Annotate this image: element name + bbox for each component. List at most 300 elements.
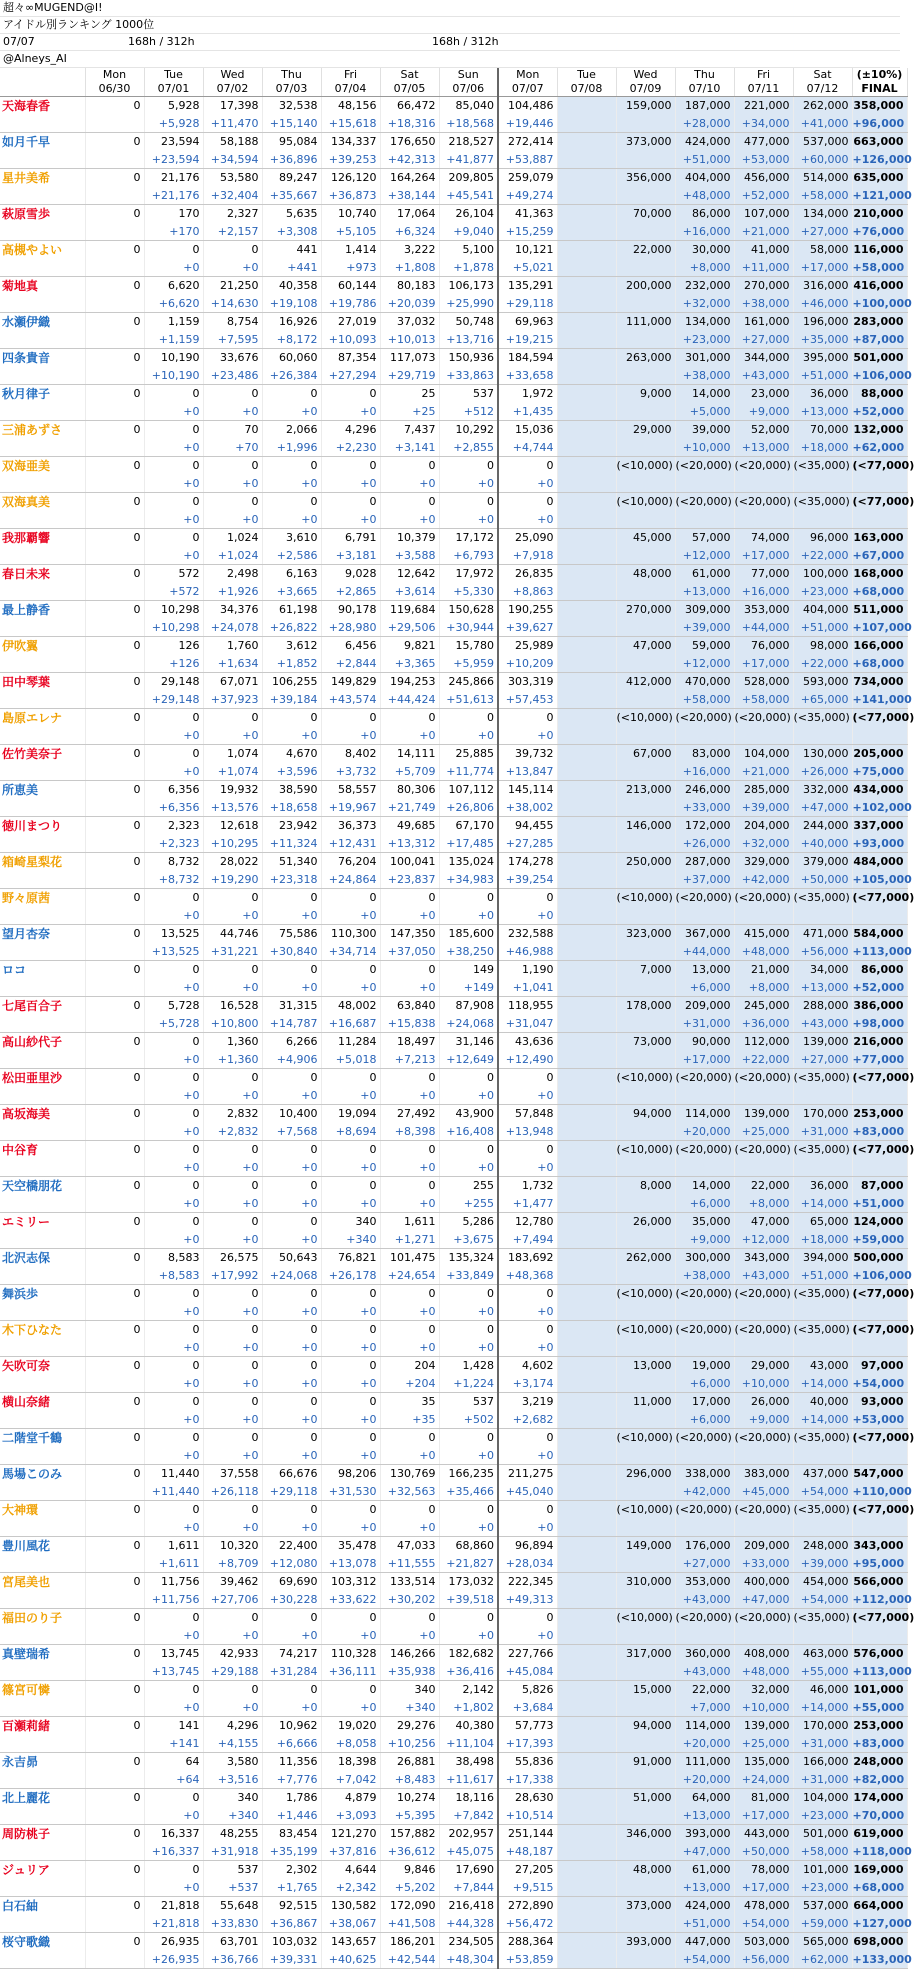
cumulative-value: 0 (380, 1321, 439, 1340)
cumulative-value: 85,040 (439, 97, 498, 116)
daily-delta: +0 (144, 1699, 203, 1717)
idol-delta-row (0, 223, 907, 241)
cumulative-value: 0 (321, 1393, 380, 1412)
cumulative-value: 565,000 (793, 1933, 852, 1952)
daily-delta (616, 871, 675, 889)
cumulative-value: 6,620 (144, 277, 203, 296)
header-corner (0, 82, 85, 97)
cumulative-value: 1,159 (144, 313, 203, 332)
cumulative-value: 346,000 (616, 1825, 675, 1844)
cumulative-value: 5,100 (439, 241, 498, 260)
idol-delta-row (0, 367, 907, 385)
delta-spacer (0, 1807, 85, 1825)
cumulative-value: 0 (85, 601, 144, 620)
cumulative-value: (<77,000) (852, 1609, 907, 1628)
cumulative-value: 209,805 (439, 169, 498, 188)
idol-row (0, 1249, 907, 1268)
daily-delta: +15,140 (262, 115, 321, 133)
cumulative-value: 4,296 (321, 421, 380, 440)
cumulative-value: 12,780 (498, 1213, 557, 1232)
daily-delta (557, 1735, 616, 1753)
daily-delta (557, 1627, 616, 1645)
cumulative-value: (<20,000) (734, 1141, 793, 1160)
cumulative-value: 0 (144, 457, 203, 476)
daily-delta: +68,000 (852, 583, 907, 601)
cumulative-value: 87,354 (321, 349, 380, 368)
delta-spacer (0, 943, 85, 961)
cumulative-value: 344,000 (734, 349, 793, 368)
cumulative-value: 43,636 (498, 1033, 557, 1052)
cumulative-value: 0 (144, 421, 203, 440)
header-date: 07/02 (203, 82, 262, 97)
daily-delta: +1,074 (203, 763, 262, 781)
idol-delta-row (0, 763, 907, 781)
cumulative-value: 0 (203, 493, 262, 512)
cumulative-value: 22,000 (675, 1681, 734, 1700)
daily-delta: +0 (144, 1375, 203, 1393)
cumulative-value: 63,840 (380, 997, 439, 1016)
daily-delta: +25,000 (734, 1735, 793, 1753)
daily-delta (85, 331, 144, 349)
idol-row (0, 1501, 907, 1520)
delta-spacer (0, 1915, 85, 1933)
cumulative-value: 202,957 (439, 1825, 498, 1844)
cumulative-value: 0 (85, 1069, 144, 1088)
cumulative-value: 34,000 (793, 961, 852, 980)
daily-delta (85, 1735, 144, 1753)
daily-delta: +42,000 (734, 871, 793, 889)
daily-delta (557, 1123, 616, 1141)
cumulative-value: 0 (262, 1069, 321, 1088)
daily-delta (85, 655, 144, 673)
cumulative-value (557, 637, 616, 656)
daily-delta (85, 1195, 144, 1213)
daily-delta (675, 1159, 734, 1177)
daily-delta: +0 (439, 907, 498, 925)
daily-delta: +0 (380, 1195, 439, 1213)
daily-delta: +0 (498, 1159, 557, 1177)
idol-name: 徳川まつり (0, 817, 85, 836)
cumulative-value: 145,114 (498, 781, 557, 800)
cumulative-value: 19,094 (321, 1105, 380, 1124)
daily-delta: +13,000 (793, 979, 852, 997)
cumulative-value: 95,084 (262, 133, 321, 152)
daily-delta: +14,000 (793, 1411, 852, 1429)
idol-name: 松田亜里沙 (0, 1069, 85, 1088)
cumulative-value: 209,000 (734, 1537, 793, 1556)
daily-delta: +31,000 (793, 1771, 852, 1789)
daily-delta: +0 (203, 1303, 262, 1321)
daily-delta: +27,706 (203, 1591, 262, 1609)
daily-delta: +0 (262, 1699, 321, 1717)
daily-delta: +340 (203, 1807, 262, 1825)
daily-delta: +1,611 (144, 1555, 203, 1573)
cumulative-value: 0 (262, 1213, 321, 1232)
cumulative-value: 0 (321, 1069, 380, 1088)
cumulative-value: (<35,000) (793, 1501, 852, 1520)
daily-delta: +106,000 (852, 1267, 907, 1285)
cumulative-value: 500,000 (852, 1249, 907, 1268)
cumulative-value: 87,908 (439, 997, 498, 1016)
daily-delta: +47,000 (793, 799, 852, 817)
cumulative-value: 55,648 (203, 1897, 262, 1916)
cumulative-value: 26,000 (616, 1213, 675, 1232)
cumulative-value: 8,732 (144, 853, 203, 872)
daily-delta: +1,765 (262, 1879, 321, 1897)
cumulative-value: 10,121 (498, 241, 557, 260)
daily-delta (616, 187, 675, 205)
daily-delta: +2,855 (439, 439, 498, 457)
daily-delta (793, 907, 852, 925)
cumulative-value: 48,000 (616, 1861, 675, 1880)
cumulative-value: 296,000 (616, 1465, 675, 1484)
cumulative-value: 386,000 (852, 997, 907, 1016)
daily-delta: +17,393 (498, 1735, 557, 1753)
cumulative-value: 200,000 (616, 277, 675, 296)
cumulative-value: 147,350 (380, 925, 439, 944)
daily-delta: +0 (498, 475, 557, 493)
cumulative-value: 619,000 (852, 1825, 907, 1844)
daily-delta (734, 1087, 793, 1105)
cumulative-value: 584,000 (852, 925, 907, 944)
idol-row (0, 241, 907, 260)
cumulative-value: 395,000 (793, 349, 852, 368)
idol-name: 高槻やよい (0, 241, 85, 260)
cumulative-value: 0 (262, 1429, 321, 1448)
daily-delta: +0 (144, 907, 203, 925)
daily-delta: +1,808 (380, 259, 439, 277)
daily-delta: +31,000 (793, 1123, 852, 1141)
daily-delta: +2,323 (144, 835, 203, 853)
cumulative-value: 61,198 (262, 601, 321, 620)
daily-delta (616, 439, 675, 457)
delta-spacer (0, 259, 85, 277)
daily-delta: +0 (144, 403, 203, 421)
idol-name: 四条貴音 (0, 349, 85, 368)
daily-delta: +0 (321, 1411, 380, 1429)
cumulative-value (557, 1573, 616, 1592)
daily-delta: +51,000 (793, 1267, 852, 1285)
daily-delta: +0 (498, 1447, 557, 1465)
daily-delta: +19,446 (498, 115, 557, 133)
daily-delta: +3,675 (439, 1231, 498, 1249)
daily-delta (557, 1807, 616, 1825)
cumulative-value: 0 (203, 1357, 262, 1376)
daily-delta (852, 907, 907, 925)
cumulative-value: 245,866 (439, 673, 498, 692)
daily-delta: +47,000 (675, 1843, 734, 1861)
cumulative-value: 2,302 (262, 1861, 321, 1880)
cumulative-value: 537,000 (793, 1897, 852, 1916)
cumulative-value: 698,000 (852, 1933, 907, 1952)
idol-row (0, 457, 907, 476)
header-date: FINAL (852, 82, 907, 97)
daily-delta: +16,337 (144, 1843, 203, 1861)
daily-delta: +16,000 (734, 583, 793, 601)
daily-delta: +54,000 (675, 1951, 734, 1969)
daily-delta (85, 871, 144, 889)
cumulative-value: 0 (439, 709, 498, 728)
daily-delta: +0 (262, 1087, 321, 1105)
idol-delta-row (0, 1303, 907, 1321)
cumulative-value: 135,291 (498, 277, 557, 296)
cumulative-value (557, 1501, 616, 1520)
cumulative-value: 0 (262, 709, 321, 728)
cumulative-value: 253,000 (852, 1717, 907, 1736)
idol-row (0, 1717, 907, 1736)
cumulative-value (557, 277, 616, 296)
cumulative-value: 285,000 (734, 781, 793, 800)
idol-row (0, 277, 907, 296)
cumulative-value: 66,472 (380, 97, 439, 116)
daily-delta: +0 (262, 475, 321, 493)
daily-delta: +35,199 (262, 1843, 321, 1861)
cumulative-value: 23,594 (144, 133, 203, 152)
cumulative-value: 204 (380, 1357, 439, 1376)
cumulative-value: 393,000 (675, 1825, 734, 1844)
delta-spacer (0, 1447, 85, 1465)
cumulative-value: 146,000 (616, 817, 675, 836)
delta-spacer (0, 1339, 85, 1357)
daily-delta: +0 (321, 1627, 380, 1645)
daily-delta: +24,654 (380, 1267, 439, 1285)
cumulative-value: 360,000 (675, 1645, 734, 1664)
daily-delta: +31,530 (321, 1483, 380, 1501)
daily-delta: +21,176 (144, 187, 203, 205)
cumulative-value: 221,000 (734, 97, 793, 116)
daily-delta (85, 979, 144, 997)
daily-delta (793, 1087, 852, 1105)
cumulative-value: 52,000 (734, 421, 793, 440)
cumulative-value: 69,963 (498, 313, 557, 332)
daily-delta (85, 1555, 144, 1573)
daily-delta: +53,000 (852, 1411, 907, 1429)
cumulative-value: 27,492 (380, 1105, 439, 1124)
daily-delta (557, 1699, 616, 1717)
daily-delta (675, 907, 734, 925)
idol-delta-row (0, 295, 907, 313)
daily-delta: +27,000 (675, 1555, 734, 1573)
daily-delta: +26,000 (675, 835, 734, 853)
daily-delta: +27,285 (498, 835, 557, 853)
cumulative-value: 0 (262, 1285, 321, 1304)
cumulative-value: 35,000 (675, 1213, 734, 1232)
daily-delta: +0 (498, 1519, 557, 1537)
idol-delta-row (0, 619, 907, 637)
daily-delta: +82,000 (852, 1771, 907, 1789)
cumulative-value: 94,000 (616, 1105, 675, 1124)
daily-delta: +5,202 (380, 1879, 439, 1897)
cumulative-value: 166,235 (439, 1465, 498, 1484)
delta-spacer (0, 295, 85, 313)
daily-delta: +11,617 (439, 1771, 498, 1789)
cumulative-value: 332,000 (793, 781, 852, 800)
daily-delta: +0 (262, 1303, 321, 1321)
cumulative-value (557, 889, 616, 908)
cumulative-value: 69,690 (262, 1573, 321, 1592)
daily-delta: +0 (144, 475, 203, 493)
daily-delta: +0 (380, 1447, 439, 1465)
daily-delta (793, 1447, 852, 1465)
daily-delta (557, 1339, 616, 1357)
daily-delta: +35,466 (439, 1483, 498, 1501)
daily-delta (557, 619, 616, 637)
cumulative-value: 218,527 (439, 133, 498, 152)
cumulative-value: 246,000 (675, 781, 734, 800)
daily-delta: +33,622 (321, 1591, 380, 1609)
daily-delta (557, 259, 616, 277)
idol-row (0, 1141, 907, 1160)
cumulative-value: 130,000 (793, 745, 852, 764)
daily-delta: +0 (321, 1339, 380, 1357)
daily-delta: +23,837 (380, 871, 439, 889)
cumulative-value: 32,000 (734, 1681, 793, 1700)
cumulative-value: 80,183 (380, 277, 439, 296)
delta-spacer (0, 1663, 85, 1681)
cumulative-value: 100,041 (380, 853, 439, 872)
daily-delta (557, 1447, 616, 1465)
daily-delta: +20,000 (675, 1735, 734, 1753)
header-date: 07/10 (675, 82, 734, 97)
cumulative-value: 0 (439, 1285, 498, 1304)
idol-name: 永吉昴 (0, 1753, 85, 1772)
cumulative-value: 51,340 (262, 853, 321, 872)
daily-delta: +9,000 (675, 1231, 734, 1249)
cumulative-value: 0 (321, 457, 380, 476)
daily-delta: +19,215 (498, 331, 557, 349)
idol-delta-row (0, 439, 907, 457)
daily-delta: +113,000 (852, 1663, 907, 1681)
cumulative-value (557, 1825, 616, 1844)
daily-delta: +35,000 (793, 331, 852, 349)
cumulative-value: 470,000 (675, 673, 734, 692)
daily-delta: +37,000 (675, 871, 734, 889)
daily-delta (85, 583, 144, 601)
daily-delta: +255 (439, 1195, 498, 1213)
daily-delta: +48,000 (675, 187, 734, 205)
cumulative-value: 11,356 (262, 1753, 321, 1772)
cumulative-value: 404,000 (675, 169, 734, 188)
idol-delta-row (0, 799, 907, 817)
cumulative-value: 184,594 (498, 349, 557, 368)
cumulative-value (557, 1609, 616, 1628)
daily-delta (85, 1411, 144, 1429)
daily-delta (616, 1123, 675, 1141)
idol-name: 馬場このみ (0, 1465, 85, 1484)
delta-spacer (0, 1303, 85, 1321)
daily-delta: +10,295 (203, 835, 262, 853)
cumulative-value: 0 (203, 1393, 262, 1412)
daily-delta: +23,594 (144, 151, 203, 169)
cumulative-value: 463,000 (793, 1645, 852, 1664)
daily-delta: +24,864 (321, 871, 380, 889)
daily-delta: +0 (203, 403, 262, 421)
cumulative-value: 92,515 (262, 1897, 321, 1916)
idol-name: 高山紗代子 (0, 1033, 85, 1052)
daily-delta: +13,716 (439, 331, 498, 349)
daily-delta: +0 (262, 1519, 321, 1537)
cumulative-value: 60,060 (262, 349, 321, 368)
delta-spacer (0, 1555, 85, 1573)
daily-delta: +48,187 (498, 1843, 557, 1861)
daily-delta: +21,000 (734, 763, 793, 781)
idol-delta-row (0, 1375, 907, 1393)
daily-delta (616, 259, 675, 277)
daily-delta: +8,694 (321, 1123, 380, 1141)
daily-delta: +20,000 (675, 1771, 734, 1789)
cumulative-value: 211,275 (498, 1465, 557, 1484)
daily-delta: +18,568 (439, 115, 498, 133)
daily-delta: +0 (203, 1627, 262, 1645)
daily-delta: +15,618 (321, 115, 380, 133)
daily-delta: +973 (321, 259, 380, 277)
cumulative-value: 23,000 (734, 385, 793, 404)
cumulative-value: 17,398 (203, 97, 262, 116)
daily-delta: +107,000 (852, 619, 907, 637)
daily-delta: +16,687 (321, 1015, 380, 1033)
daily-delta: +7,213 (380, 1051, 439, 1069)
idol-name: 野々原茜 (0, 889, 85, 908)
cumulative-value: 393,000 (616, 1933, 675, 1952)
cumulative-value: 0 (85, 1645, 144, 1664)
daily-delta: +0 (262, 511, 321, 529)
idol-delta-row (0, 475, 907, 493)
cumulative-value (557, 961, 616, 980)
daily-delta: +0 (203, 907, 262, 925)
cumulative-value: 0 (144, 1069, 203, 1088)
daily-delta: +0 (439, 1303, 498, 1321)
cumulative-value (557, 1069, 616, 1088)
cumulative-value: 9,821 (380, 637, 439, 656)
idol-row (0, 817, 907, 836)
daily-delta (557, 1771, 616, 1789)
daily-delta: +28,000 (675, 115, 734, 133)
daily-delta (616, 1411, 675, 1429)
cumulative-value: (<20,000) (734, 1609, 793, 1628)
cumulative-value: 10,962 (262, 1717, 321, 1736)
cumulative-value: 0 (144, 1177, 203, 1196)
cumulative-value: 143,657 (321, 1933, 380, 1952)
cumulative-value: 0 (85, 457, 144, 476)
idol-name: 木下ひなた (0, 1321, 85, 1340)
cumulative-value: 27,205 (498, 1861, 557, 1880)
cumulative-value: 107,000 (734, 205, 793, 224)
cumulative-value: 478,000 (734, 1897, 793, 1916)
cumulative-value: (<20,000) (675, 1609, 734, 1628)
cumulative-value: 0 (85, 1213, 144, 1232)
sheet-handle-line (0, 51, 900, 68)
daily-delta (85, 1807, 144, 1825)
cumulative-value: 0 (498, 1285, 557, 1304)
delta-spacer (0, 439, 85, 457)
idol-name: 七尾百合子 (0, 997, 85, 1016)
cumulative-value: 4,644 (321, 1861, 380, 1880)
daily-delta (557, 1915, 616, 1933)
cumulative-value: (<10,000) (616, 1141, 675, 1160)
cumulative-value: 40,358 (262, 277, 321, 296)
daily-delta: +4,155 (203, 1735, 262, 1753)
daily-delta: +0 (203, 259, 262, 277)
idol-row (0, 1285, 907, 1304)
daily-delta (557, 691, 616, 709)
daily-delta (85, 1303, 144, 1321)
cumulative-value: 3,580 (203, 1753, 262, 1772)
daily-delta (85, 799, 144, 817)
daily-delta (85, 1015, 144, 1033)
delta-spacer (0, 115, 85, 133)
cumulative-value: 635,000 (852, 169, 907, 188)
daily-delta: +0 (144, 259, 203, 277)
